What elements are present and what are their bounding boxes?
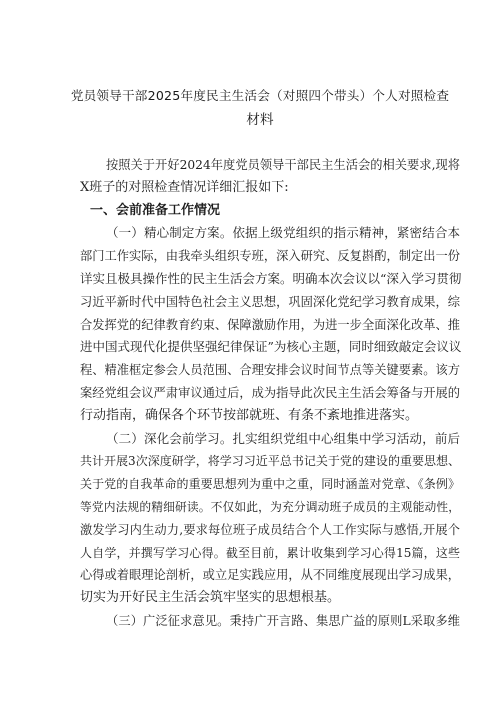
title-line-2: 材料 (246, 112, 274, 128)
paragraph-line: 激发学习内生动力,要求每位班子成员结合个人工作实际与感悟,开展个 (80, 522, 460, 537)
paragraph-line: 共计开展3次深度研学，将学习习近平总书记关于党的建设的重要思想、 (80, 454, 460, 469)
intro-line: X班子的对照检查情况详细汇报如下: (80, 179, 289, 195)
intro-line: 按照关于开好2024年度党员领导干部民主生活会的相关要求,现将 (106, 158, 460, 172)
document-body (80, 154, 460, 633)
paragraph-line: （三）广泛征求意见。秉持广开言路、集思广益的原则L采取多维 (106, 613, 460, 628)
paragraph-line: 程、精准框定参会人员范围、合理安排会议时间节点等关键要素。该方 (80, 363, 460, 378)
paragraph-line: 部门工作实际，由我牵头组织专班，深入研究、反复斟酌，制定出一份 (80, 249, 460, 264)
section-heading: 一、会前准备工作情况 (90, 202, 221, 218)
paragraph-line: （二）深化会前学习。扎实组织党组中心组集中学习活动，前后 (106, 430, 460, 446)
paragraph-line: 习近平新时代中国特色社会主义思想，巩固深化党纪学习教育成果，综 (80, 294, 460, 309)
paragraph-line: 进中国式现代化提供坚强纪律保证”为核心主题，同时细致敲定会议议 (80, 339, 462, 355)
paragraph-line: 案经党组会议严肃审议通过后，成为指导此次民主生活会筹备与开展的 (80, 385, 460, 400)
paragraph-line: 行动指南，确保各个环节按部就班、有条不紊地推进落实。 (80, 407, 419, 423)
title-line-1: 党员领导干部2025年度民主生活会（对照四个带头）个人对照检查 (70, 88, 450, 103)
paragraph-line: 合发挥党的纪律教育约束、保障激励作用，为进一步全面深化改革、推 (80, 317, 460, 332)
paragraph-line: 人自学，并撰写学习心得。截至目前，累计收集到学习心得15篇，这些 (80, 545, 460, 560)
document-title (70, 84, 450, 132)
paragraph-line: 切实为开好民主生活会筑牢坚实的思想根基。 (80, 590, 341, 606)
paragraph-line: 关于党的自我革命的重要思想列为重中之重，同时涵盖对党章、《条例》 (80, 477, 460, 492)
paragraph-line: 详实且极具操作性的民主生活会方案。明确本次会议以“深入学习贯彻 (80, 270, 462, 286)
paragraph-line: （一）精心制定方案。依据上级党组织的指示精神，紧密结合本 (106, 225, 460, 241)
paragraph-line: 心得或着眼理论剖析，或立足实践应用，从不同维度展现出学习成果， (80, 568, 460, 583)
paragraph-line: 等党内法规的精细研读。不仅如此，为充分调动班子成员的主观能动性， (80, 499, 460, 514)
